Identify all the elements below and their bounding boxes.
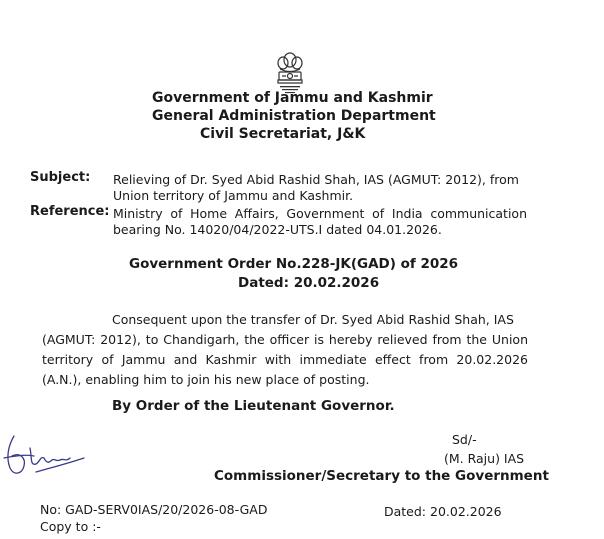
body-line1: Consequent upon the transfer of Dr. Syed Abid Rashid Shah, IAS xyxy=(112,312,514,327)
reference-text-line2: bearing No. 14020/04/2022-UTS.I dated 04.01.2026. xyxy=(113,222,442,237)
signature-sd: Sd/- xyxy=(452,432,477,447)
signatory-designation: Commissioner/Secretary to the Government xyxy=(214,468,549,484)
footer-dated: Dated: 20.02.2026 xyxy=(384,504,502,519)
header-department: General Administration Department xyxy=(152,108,436,124)
signatory-name: (M. Raju) IAS xyxy=(444,451,525,466)
order-dated: Dated: 20.02.2026 xyxy=(238,275,380,291)
header-government: Government of Jammu and Kashmir xyxy=(152,90,433,106)
subject-text-line2: Union territory of Jammu and Kashmir. xyxy=(113,188,354,203)
reference-label: Reference: xyxy=(30,204,110,219)
header-secretariat: Civil Secretariat, J&K xyxy=(200,126,366,142)
body-line2: (AGMUT: 2012), to Chandigarh, the officer is hereby relieved from the Union xyxy=(42,332,528,347)
subject-label: Subject: xyxy=(30,170,91,185)
order-title: Government Order No.228-JK(GAD) of 2026 xyxy=(129,256,459,272)
subject-text-line1: Relieving of Dr. Syed Abid Rashid Shah, IAS (AGMUT: 2012), from xyxy=(113,172,519,187)
body-line4: (A.N.), enabling him to join his new place of posting. xyxy=(42,372,370,387)
handwritten-signature xyxy=(0,428,90,483)
reference-text-line1: Ministry of Home Affairs, Government of India communication xyxy=(113,206,527,221)
body-line3: territory of Jammu and Kashmir with immediate effect from 20.02.2026 xyxy=(42,352,528,367)
order-number: No: GAD-SERV0IAS/20/2026-08-GAD xyxy=(40,502,268,517)
copy-to-label: Copy to :- xyxy=(40,519,101,534)
by-order-line: By Order of the Lieutenant Governor. xyxy=(112,398,395,414)
